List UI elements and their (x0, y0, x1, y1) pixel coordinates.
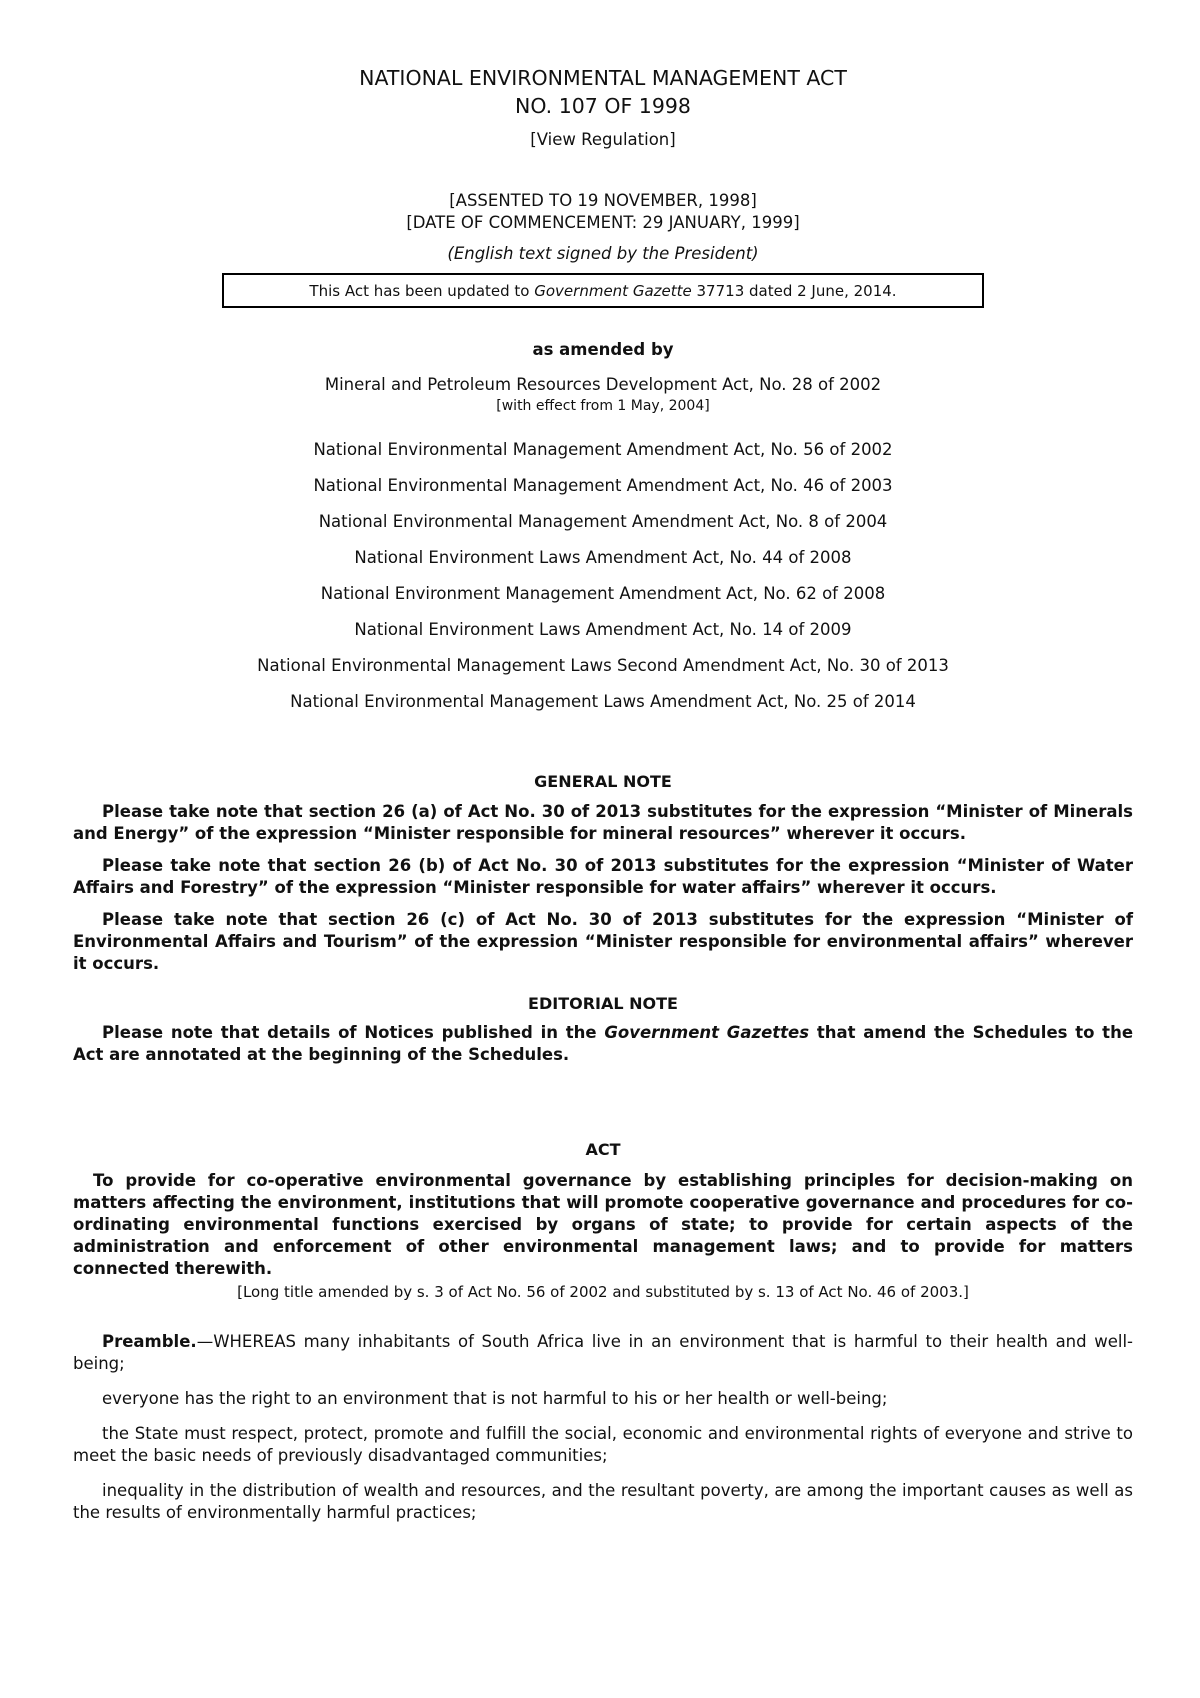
general-note-paragraph: Please take note that section 26 (a) of Act No. 30 of 2013 substitutes for the expression “Minister of Minerals and Energy” of the expression “Minister responsible for mineral resources” wherever it occurs. (73, 802, 1133, 843)
preamble-paragraph: the State must respect, protect, promote and fulfill the social, economic and environmental rights of everyone and strive to meet the basic needs of previously disadvantaged communities; (73, 1424, 1133, 1465)
preamble-paragraph: inequality in the distribution of wealth and resources, and the resultant poverty, are among the important causes as well as the results of environmentally harmful practices; (73, 1481, 1133, 1522)
general-note-heading: GENERAL NOTE (534, 772, 672, 791)
general-note-paragraph: Please take note that section 26 (b) of Act No. 30 of 2013 substitutes for the expression “Minister of Water Affairs and Forestry” of the expression “Minister responsible for water affairs” wherever it occurs. (73, 856, 1133, 897)
updated-prefix: This Act has been updated to (309, 282, 535, 300)
assented-date: [ASSENTED TO 19 NOVEMBER, 1998] (449, 191, 757, 210)
amending-act: National Environment Laws Amendment Act, No. 44 of 2008 (354, 548, 852, 567)
amended-heading: as amended by (532, 340, 674, 359)
preamble-paragraph: everyone has the right to an environment that is not harmful to his or her health or well-being; (102, 1389, 888, 1408)
editorial-note-suffix: that amend the Schedules to the Act are annotated at the beginning of the Schedules. (73, 1023, 1134, 1064)
amending-act-effect: [with effect from 1 May, 2004] (496, 398, 710, 414)
general-note-paragraph: Please take note that section 26 (c) of Act No. 30 of 2013 substitutes for the expression “Minister of Environmental Affairs and Tourism” of the expression “Minister responsible for environmental affairs” wherever it occurs. (73, 910, 1133, 973)
amending-act: National Environmental Management Laws Second Amendment Act, No. 30 of 2013 (257, 656, 949, 675)
amending-act: National Environment Laws Amendment Act, No. 14 of 2009 (354, 620, 852, 639)
updated-gazette: Government Gazette (534, 282, 692, 300)
preamble-dash: — (196, 1332, 214, 1351)
commencement-date: [DATE OF COMMENCEMENT: 29 JANUARY, 1999] (406, 213, 800, 232)
updated-notice-box (222, 273, 984, 308)
long-title: To provide for co-operative environmental governance by establishing principles for decision-making on matters affecting the environment, institutions that will promote cooperative governance and procedures for co-ordinating environmental functions exercised by organs of state; to provide for certain aspects of the administration and enforcement of other environmental management laws; and to provide for matters connected therewith. (73, 1171, 1133, 1278)
amending-act: National Environmental Management Amendment Act, No. 8 of 2004 (318, 512, 888, 531)
updated-suffix: 37713 dated 2 June, 2014. (691, 282, 897, 300)
long-title-note: [Long title amended by s. 3 of Act No. 56 of 2002 and substituted by s. 13 of Act No. 46 of 2003.] (237, 1283, 969, 1301)
editorial-note-prefix: Please note that details of Notices published in the (102, 1023, 605, 1042)
amending-act: National Environmental Management Amendment Act, No. 46 of 2003 (313, 476, 893, 495)
document-page (73, 0, 1133, 1524)
preamble-label: Preamble. (102, 1332, 197, 1351)
preamble-text: WHEREAS many inhabitants of South Africa live in an environment that is harmful to their health and well-being; (73, 1332, 1133, 1373)
preamble-paragraph (73, 1331, 1133, 1375)
act-heading: ACT (585, 1140, 621, 1159)
editorial-note-heading: EDITORIAL NOTE (528, 994, 678, 1013)
amending-act: National Environmental Management Amendment Act, No. 56 of 2002 (313, 440, 893, 459)
amending-act: National Environment Management Amendment Act, No. 62 of 2008 (320, 584, 886, 603)
signed-note: (English text signed by the President) (447, 244, 759, 263)
view-regulation-link[interactable]: [View Regulation] (530, 130, 676, 149)
amending-act: National Environmental Management Laws Amendment Act, No. 25 of 2014 (290, 692, 916, 711)
amending-act: Mineral and Petroleum Resources Development Act, No. 28 of 2002 (324, 375, 882, 394)
act-title: NATIONAL ENVIRONMENTAL MANAGEMENT ACT (359, 66, 847, 90)
act-number: NO. 107 OF 1998 (515, 94, 691, 118)
editorial-note-italic: Government Gazettes (604, 1023, 810, 1042)
editorial-note-paragraph (73, 1022, 1133, 1066)
